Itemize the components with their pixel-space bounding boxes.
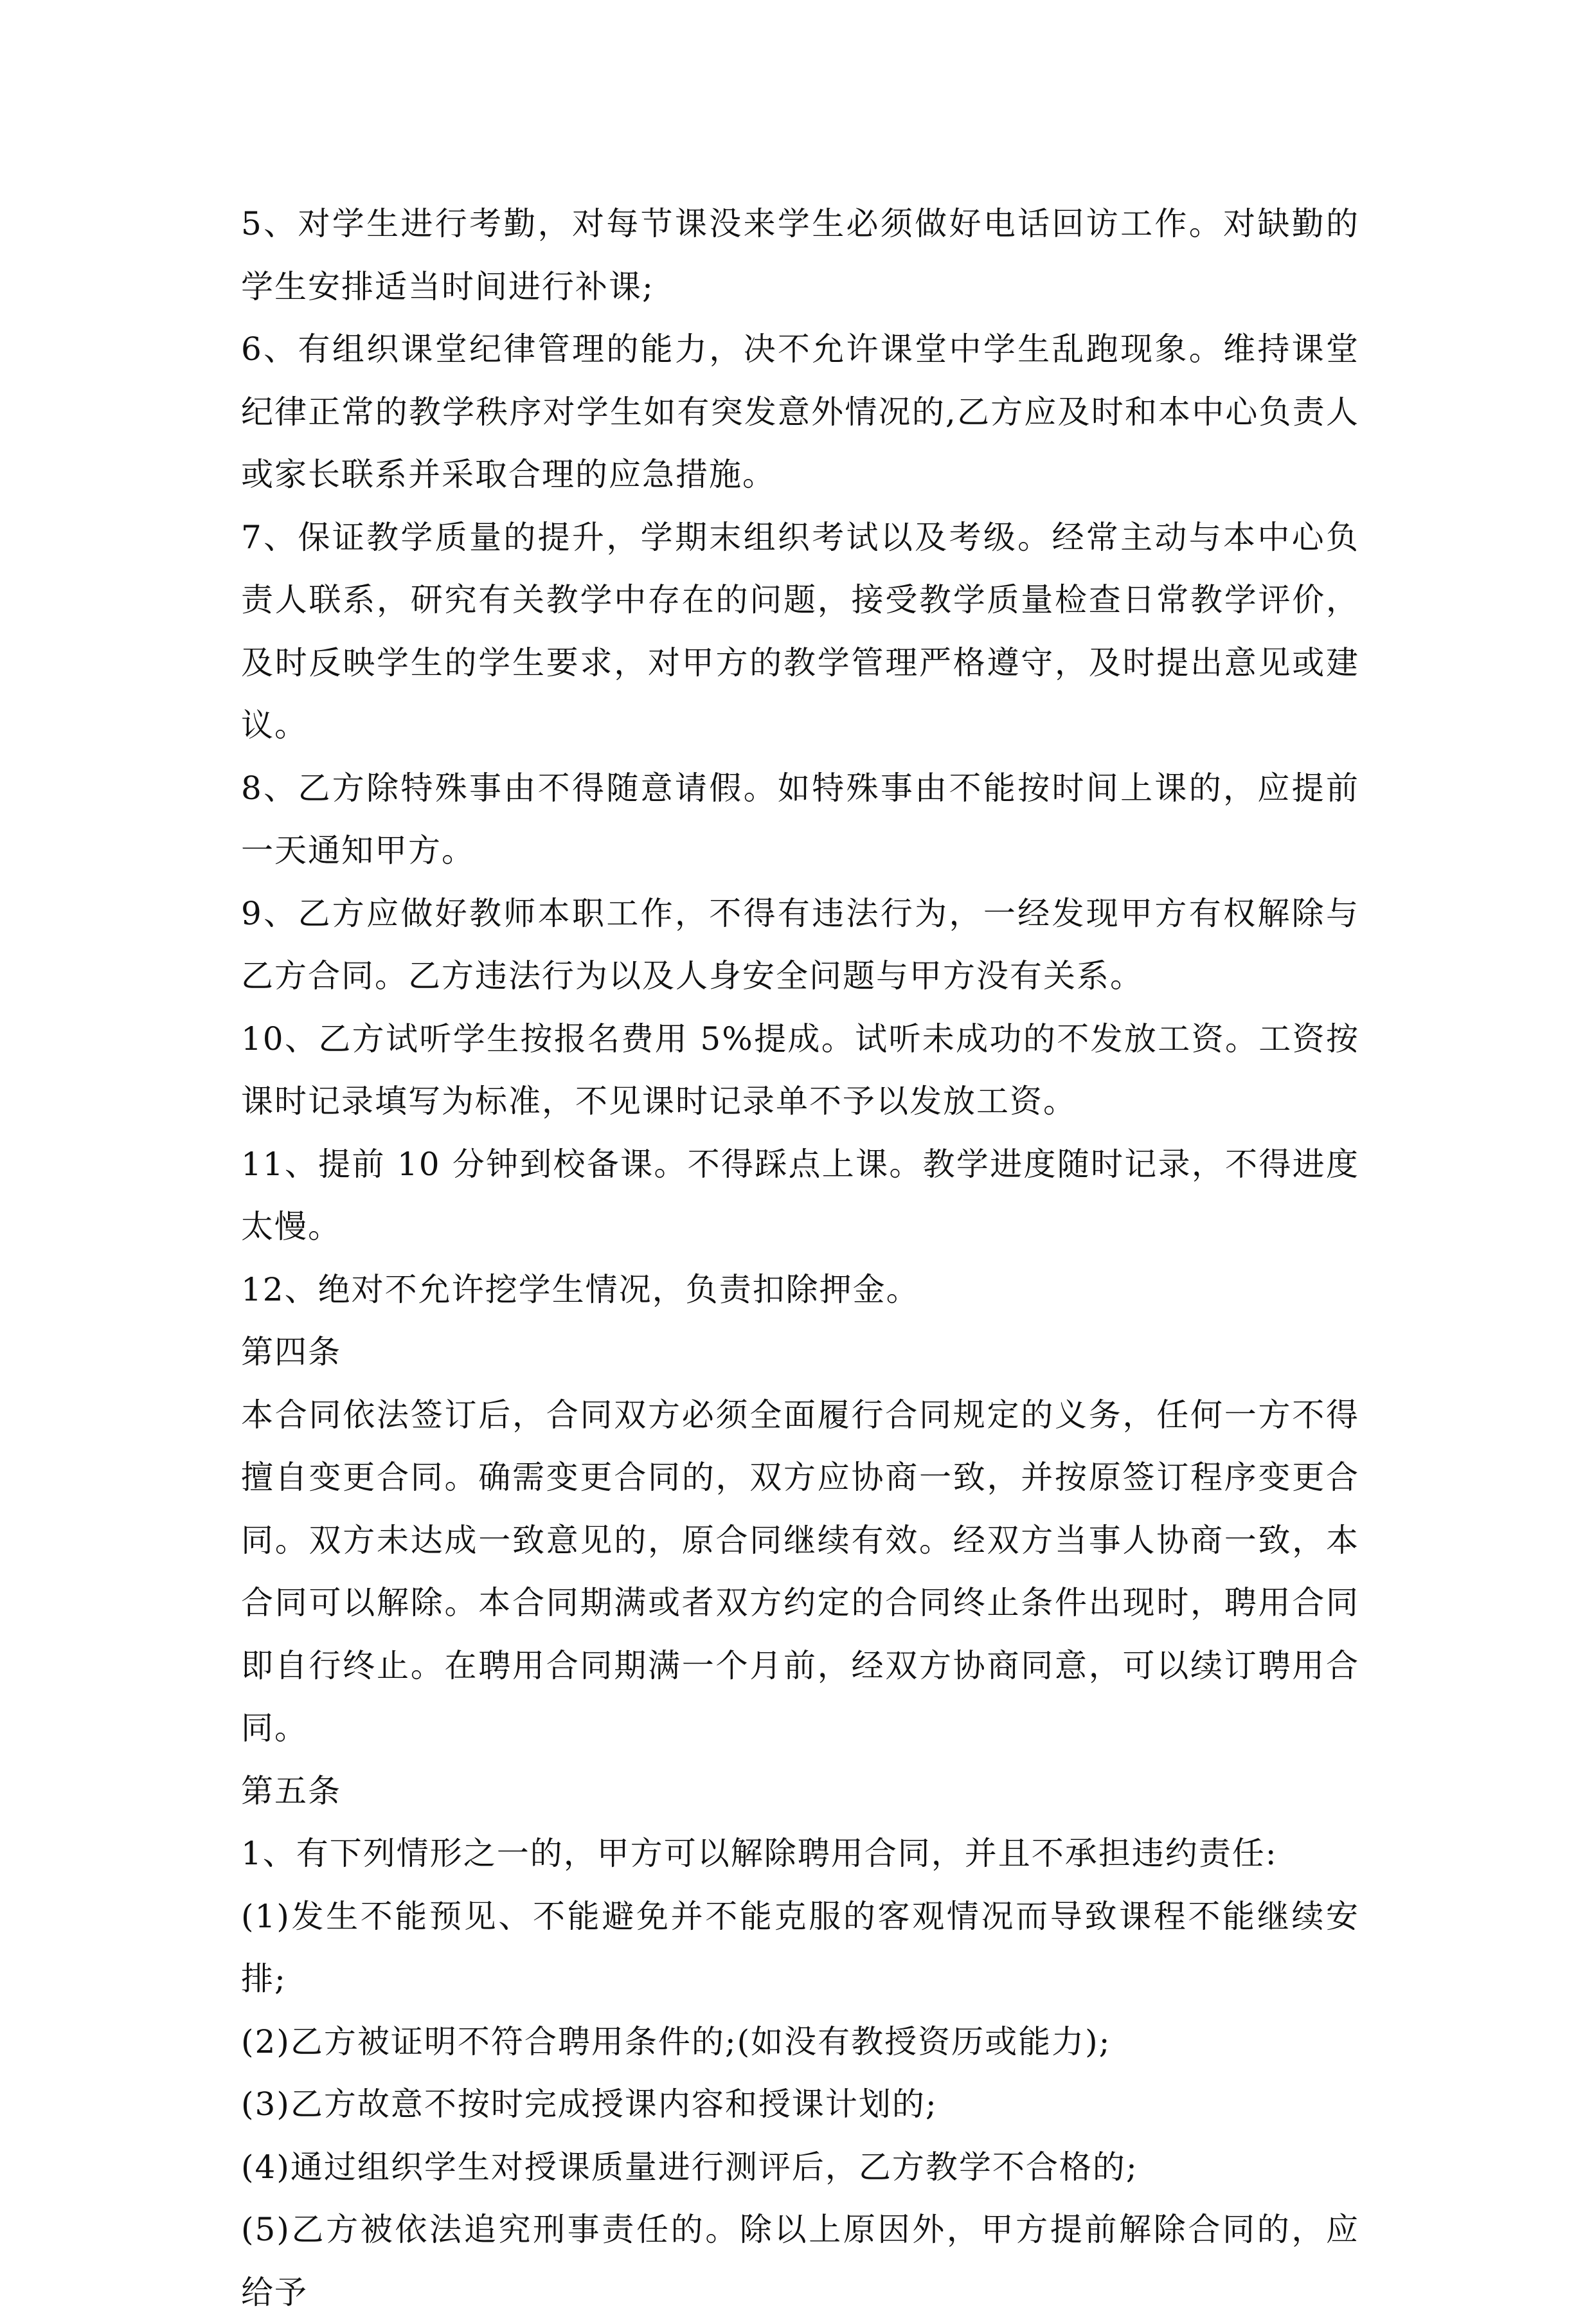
clause-8: 8、乙方除特殊事由不得随意请假。如特殊事由不能按时间上课的，应提前一天通知甲方。 — [241, 769, 1359, 869]
article-5-subitem-3: (3)乙方故意不按时完成授课内容和授课计划的; — [241, 2085, 938, 2123]
article-4-heading: 第四条 — [241, 1333, 341, 1371]
article-5-item-1: 1、有下列情形之一的，甲方可以解除聘用合同，并且不承担违约责任: — [241, 1835, 1278, 1872]
article-5-subitem-1: (1)发生不能预见、不能避免并不能克服的客观情况而导致课程不能继续安排; — [241, 1897, 1359, 1997]
clause-5: 5、对学生进行考勤，对每节课没来学生必须做好电话回访工作。对缺勤的学生安排适当时间进行补课; — [241, 205, 1359, 305]
article-4-body: 本合同依法签订后，合同双方必须全面履行合同规定的义务，任何一方不得擅自变更合同。确需变更合同的，双方应协商一致，并按原签订程序变更合同。双方未达成一致意见的，原合同继续有效。经双方当事人协商一致，本合同可以解除。本合同期满或者双方约定的合同终止条件出现时，聘用合同即自行终止。在聘用合同期满一个月前，经双方协商同意，可以续订聘用合同。 — [241, 1396, 1359, 1747]
clause-9: 9、乙方应做好教师本职工作，不得有违法行为，一经发现甲方有权解除与乙方合同。乙方违法行为以及人身安全问题与甲方没有关系。 — [241, 894, 1359, 995]
article-5-heading: 第五条 — [241, 1772, 341, 1810]
clause-11: 11、提前 10 分钟到校备课。不得踩点上课。教学进度随时记录，不得进度太慢。 — [241, 1145, 1359, 1245]
clause-6: 6、有组织课堂纪律管理的能力，决不允许课堂中学生乱跑现象。维持课堂纪律正常的教学秩序对学生如有突发意外情况的,乙方应及时和本中心负责人或家长联系并采取合理的应急措施。 — [241, 330, 1359, 493]
clause-12: 12、绝对不允许挖学生情况，负责扣除押金。 — [241, 1270, 920, 1308]
article-5-subitem-2: (2)乙方被证明不符合聘用条件的;(如没有教授资历或能力); — [241, 2022, 1111, 2060]
article-5-subitem-4: (4)通过组织学生对授课质量进行测评后，乙方教学不合格的; — [241, 2148, 1138, 2186]
clause-7: 7、保证教学质量的提升，学期末组织考试以及考级。经常主动与本中心负责人联系，研究有关教学中存在的问题，接受教学质量检查日常教学评价，及时反映学生的学生要求，对甲方的教学管理严格遵守，及时提出意见或建议。 — [241, 518, 1359, 744]
document-body — [241, 193, 1359, 2324]
article-5-subitem-5: (5)乙方被依法追究刑事责任的。除以上原因外，甲方提前解除合同的，应给予 — [241, 2211, 1359, 2311]
clause-10: 10、乙方试听学生按报名费用 5%提成。试听未成功的不发放工资。工资按课时记录填写为标准，不见课时记录单不予以发放工资。 — [241, 1020, 1359, 1120]
